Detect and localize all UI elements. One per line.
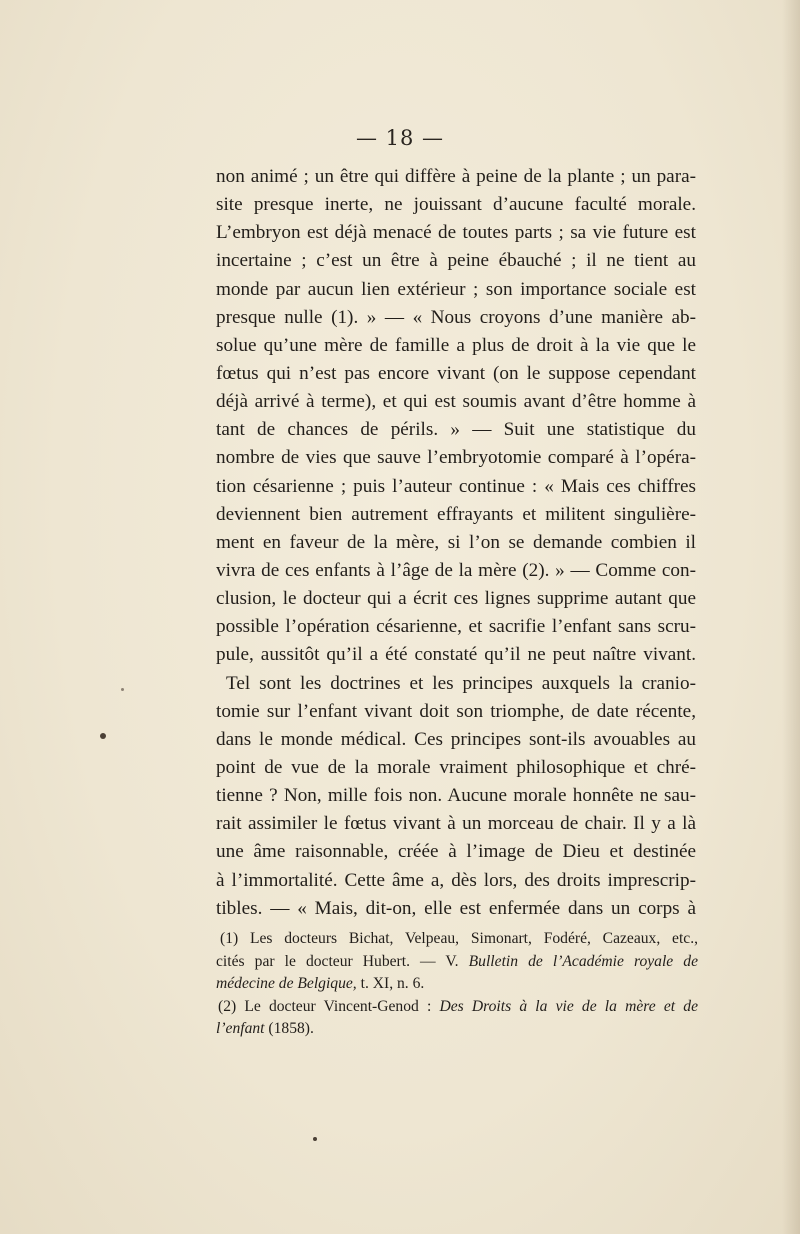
footnotes xyxy=(216,928,698,1041)
body-line: tion césarienne ; puis l’auteur continue : « Mais ces chiffres xyxy=(216,475,696,497)
footnote-1-text: cités par le docteur Hubert. — V. xyxy=(216,952,469,970)
footnote-2-line-2 xyxy=(216,1018,698,1041)
ink-speck xyxy=(100,733,106,739)
body-line: pule, aussitôt qu’il a été constaté qu’il ne peut naître vivant. xyxy=(216,644,696,666)
footnote-1-line-1: (1) Les docteurs Bichat, Velpeau, Simonart, Fodéré, Cazeaux, etc., xyxy=(220,930,698,947)
body-line: vivra de ces enfants à l’âge de la mère (2). » — Comme con- xyxy=(216,559,696,581)
body-line: incertaine ; c’est un être à peine ébauché ; il ne tient au xyxy=(216,250,696,272)
footnote-1-line-3 xyxy=(216,973,698,996)
body-line: déjà arrivé à terme), et qui est soumis avant d’être homme à xyxy=(216,391,696,413)
footnote-1-volume: t. XI, n. 6. xyxy=(356,975,425,993)
body-line: tibles. — « Mais, dit-on, elle est enfermée dans un corps à xyxy=(216,897,696,919)
footnote-2-line-1 xyxy=(216,996,698,1019)
footnote-2-text: (2) Le docteur Vincent-Genod : xyxy=(218,997,440,1015)
body-line: monde par aucun lien extérieur ; son importance sociale est xyxy=(216,278,696,300)
body-text xyxy=(216,163,696,923)
footnote-2-citation-cont: l’enfant xyxy=(216,1020,265,1038)
body-line: rait assimiler le fœtus vivant à un morceau de chair. Il y a là xyxy=(216,813,696,835)
body-line: L’embryon est déjà menacé de toutes parts ; sa vie future est xyxy=(216,222,696,244)
body-line-paragraph-start: Tel sont les doctrines et les principes auxquels la cranio- xyxy=(226,672,696,694)
body-line: nombre de vies que sauve l’embryotomie comparé à l’opéra- xyxy=(216,447,696,469)
body-line: point de vue de la morale vraiment philosophique et chré- xyxy=(216,756,696,778)
body-line: fœtus qui n’est pas encore vivant (on le suppose cependant xyxy=(216,362,696,384)
ink-speck xyxy=(313,1137,317,1141)
body-line: deviennent bien autrement effrayants et militent singulière- xyxy=(216,503,696,525)
body-line: à l’immortalité. Cette âme a, dès lors, des droits imprescrip- xyxy=(216,869,696,891)
footnote-2-year: (1858). xyxy=(264,1020,314,1038)
body-line: solue qu’une mère de famille a plus de droit à la vie que le xyxy=(216,334,696,356)
body-line: non animé ; un être qui diffère à peine de la plante ; un para- xyxy=(216,166,696,187)
body-line: tant de chances de périls. » — Suit une statistique du xyxy=(216,419,696,441)
footnote-1-line-2 xyxy=(216,951,698,974)
footnote-1-citation-cont: médecine de Belgique, xyxy=(216,975,357,993)
body-line: ment en faveur de la mère, si l’on se demande combien il xyxy=(216,531,696,553)
body-line: possible l’opération césarienne, et sacrifie l’enfant sans scru- xyxy=(216,616,696,638)
page-edge-shadow xyxy=(782,0,800,1234)
ink-speck xyxy=(121,688,124,691)
body-line: tienne ? Non, mille fois non. Aucune morale honnête ne sau- xyxy=(216,785,696,807)
body-line: clusion, le docteur qui a écrit ces lignes supprime autant que xyxy=(216,588,696,610)
body-line: site presque inerte, ne jouissant d’aucune faculté morale. xyxy=(216,194,696,216)
body-line: presque nulle (1). » — « Nous croyons d’une manière ab- xyxy=(216,306,696,328)
footnote-2-citation: Des Droits à la vie de la mère et de xyxy=(439,997,699,1015)
body-line: tomie sur l’enfant vivant doit son triomphe, de date récente, xyxy=(216,700,696,722)
body-line: dans le monde médical. Ces principes sont-ils avouables au xyxy=(216,728,696,750)
page-number: — 18 — xyxy=(355,126,445,150)
body-line: une âme raisonnable, créée à l’image de Dieu et destinée xyxy=(216,841,696,863)
footnote-1-citation: Bulletin de l’Académie royale de xyxy=(468,952,698,970)
